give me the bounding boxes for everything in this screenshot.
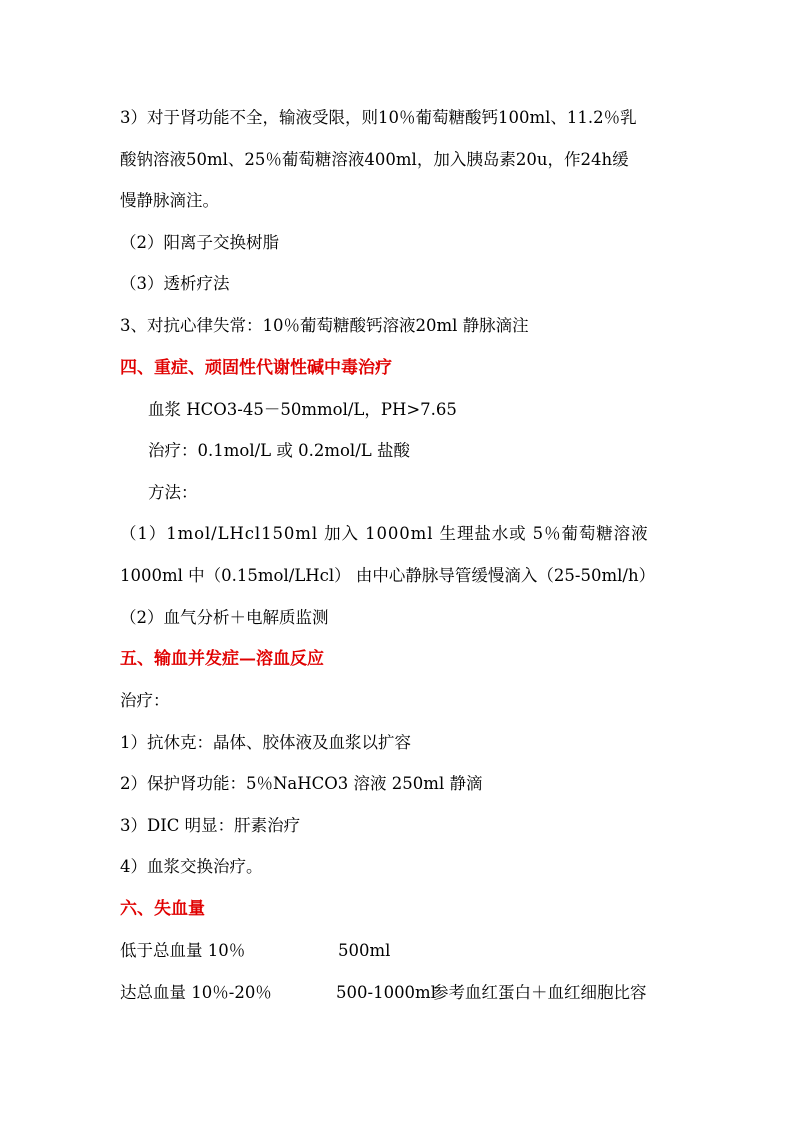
text-line: 3）DIC 明显：肝素治疗 (120, 816, 301, 835)
section-heading: 五、输血并发症—溶血反应 (120, 649, 324, 669)
blood-loss-note: 参考血红蛋白＋血红细胞比容 (432, 983, 647, 1002)
section-heading: 四、重症、顽固性代谢性碱中毒治疗 (120, 358, 392, 378)
text-line: 血浆 HCO3-45－50mmol/L，PH>7.65 (148, 400, 457, 419)
blood-loss-amount: 500ml (338, 941, 391, 960)
text-line: 慢静脉滴注。 (120, 191, 219, 210)
blood-loss-row (120, 982, 690, 1004)
text-line: （2）血气分析＋电解质监测 (120, 608, 329, 627)
text-line: 治疗： (120, 691, 170, 710)
section-heading: 六、失血量 (120, 899, 205, 919)
text-line: 方法： (148, 483, 198, 502)
blood-loss-row (120, 940, 690, 962)
text-line: （1）1mol/LHcl150ml 加入 1000ml 生理盐水或 5％葡萄糖溶液 (120, 524, 649, 543)
blood-loss-amount: 500-1000ml (336, 983, 436, 1002)
text-line: （3）透析疗法 (120, 274, 230, 293)
text-line: 治疗：0.1mol/L 或 0.2mol/L 盐酸 (148, 441, 410, 460)
text-line: （2）阳离子交换树脂 (120, 233, 279, 252)
text-line: 3、对抗心律失常：10％葡萄糖酸钙溶液20ml 静脉滴注 (120, 316, 529, 335)
text-line: 酸钠溶液50ml、25％葡萄糖溶液400ml，加入胰岛素20u，作24h缓 (120, 150, 629, 169)
blood-loss-label: 达总血量 10％-20％ (120, 983, 272, 1002)
text-line: 1）抗休克：晶体、胶体液及血浆以扩容 (120, 733, 411, 752)
blood-loss-label: 低于总血量 10％ (120, 941, 246, 960)
text-line: 3）对于肾功能不全，输液受限，则10％葡萄糖酸钙100ml、11.2％乳 (120, 108, 637, 127)
text-line: 1000ml 中（0.15mol/LHcl） 由中心静脉导管缓慢滴入（25-50ml/h） (120, 566, 656, 585)
text-line: 4）血浆交换治疗。 (120, 857, 263, 876)
text-line: 2）保护肾功能：5％NaHCO3 溶液 250ml 静滴 (120, 774, 483, 793)
